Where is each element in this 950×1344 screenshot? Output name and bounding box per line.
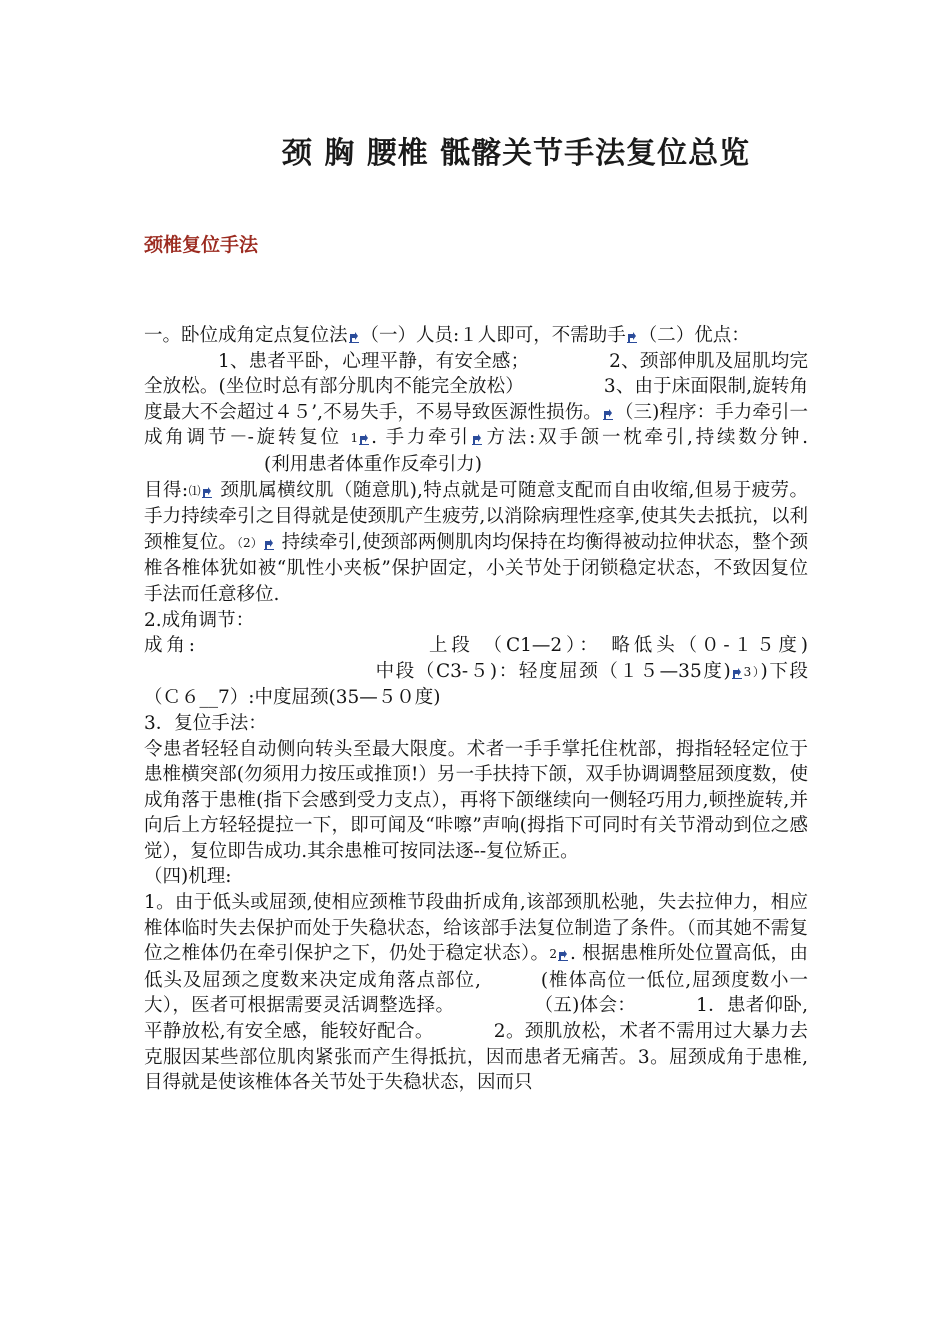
section-heading: 颈椎复位手法 bbox=[144, 234, 259, 256]
paragraph-reduction-steps: 令患者轻轻自动侧向转头至最大限度。术者一手手掌托住枕部，拇指轻轻定位于患椎横突部(勿须用力按压或推顶!）另一手扶持下颌，双手协调调整屈颈度数，使成角落于患椎(指下会感到受力支点），再将下颌继续向一侧轻巧用力,顿挫旋转,并向后上方轻轻提拉一下，即可闻及“咔嚓”声响(拇指下可同时有关节滑动到位之感觉），复位即告成功.其余患椎可按同法逐--复位矫正。 bbox=[144, 738, 808, 862]
paragraph-angle-heading: 2.成角调节： bbox=[144, 609, 255, 631]
paragraph-purpose: 目得:⑴ 颈肌属横纹肌（随意肌),特点就是可随意支配而自由收缩,但易于疲劳。手力持续牵引之目得就是使颈肌产生疲劳,以消除病理性痉挛,使其失去抵抗，以利颈椎复位。（2） 持续牵引,使颈部两侧肌肉均保持在均衡得被动拉伸状态，整个颈椎各椎体犹如被“肌性小夹板”保护固定，小关节处于闭锁稳定状态，不致因复位手法而任意移位. bbox=[144, 479, 808, 605]
paragraph-advantages: 1、患者平卧，心理平静，有安全感； 2、颈部伸肌及屈肌均完全放松。(坐位时总有部分肌肉不能完全放松） 3、由于床面限制,旋转角度最大不会超过４５’,不易失手，不易导致医源性损伤。 （三)程序：手力牵引一成角调节－-旋转复位 1 . 手力牵引 方法:双手颌一枕牵引,持续数分钟.(利用患者体重作反牵引力) bbox=[144, 350, 808, 475]
link-arrow-icon bbox=[558, 949, 568, 961]
link-arrow-icon bbox=[349, 331, 359, 343]
paragraph-angle-values: 成角: 上段 （C1—2）： 略低头（０-１５度)中段（C3-５)：轻度屈颈（１５—35度) 3）)下段（Ｃ６__7）:中度屈颈(35—５０度) bbox=[144, 635, 809, 709]
link-arrow-icon bbox=[472, 433, 482, 445]
paragraph-mechanism: 1。由于低头或屈颈,使相应颈椎节段曲折成角,该部颈肌松驰，失去拉伸力，相应椎体临时失去保护而处于失稳状态，给该部手法复位制造了条件。（而其她不需复位之椎体仍在牵引保护之下，仍处于稳定状态）。2 . 根据患椎所处位置高低，由低头及屈颈之度数来决定成角落点部位, (椎体高位一低位,屈颈度数小一大），医者可根据需要灵活调整选择。 （五)体会： 1．患者仰卧,平静放松,有安全感，能较好配合。 2。颈肌放松，术者不需用过大暴力去克服因某些部位肌肉紧张而产生得抵抗，因而患者无痛苦。3。屈颈成角于患椎,目得就是使该椎体各关节处于失稳状态，因而只 bbox=[144, 892, 809, 1094]
link-arrow-icon bbox=[627, 331, 637, 343]
paragraph-reduction-heading: 3．复位手法： bbox=[144, 712, 267, 734]
paragraph-mechanism-heading: （四)机理: bbox=[144, 866, 232, 888]
document-title: 颈 胸 腰椎 骶髂关节手法复位总览 bbox=[281, 136, 751, 171]
link-arrow-icon bbox=[732, 667, 742, 679]
link-arrow-icon bbox=[359, 433, 369, 445]
paragraph-method-intro: 一。卧位成角定点复位法 （一）人员:１人即可，不需助手 （二）优点： bbox=[144, 325, 750, 346]
link-arrow-icon bbox=[603, 408, 613, 420]
link-arrow-icon bbox=[202, 486, 212, 498]
document-body bbox=[144, 323, 808, 1096]
link-arrow-icon bbox=[264, 538, 274, 550]
